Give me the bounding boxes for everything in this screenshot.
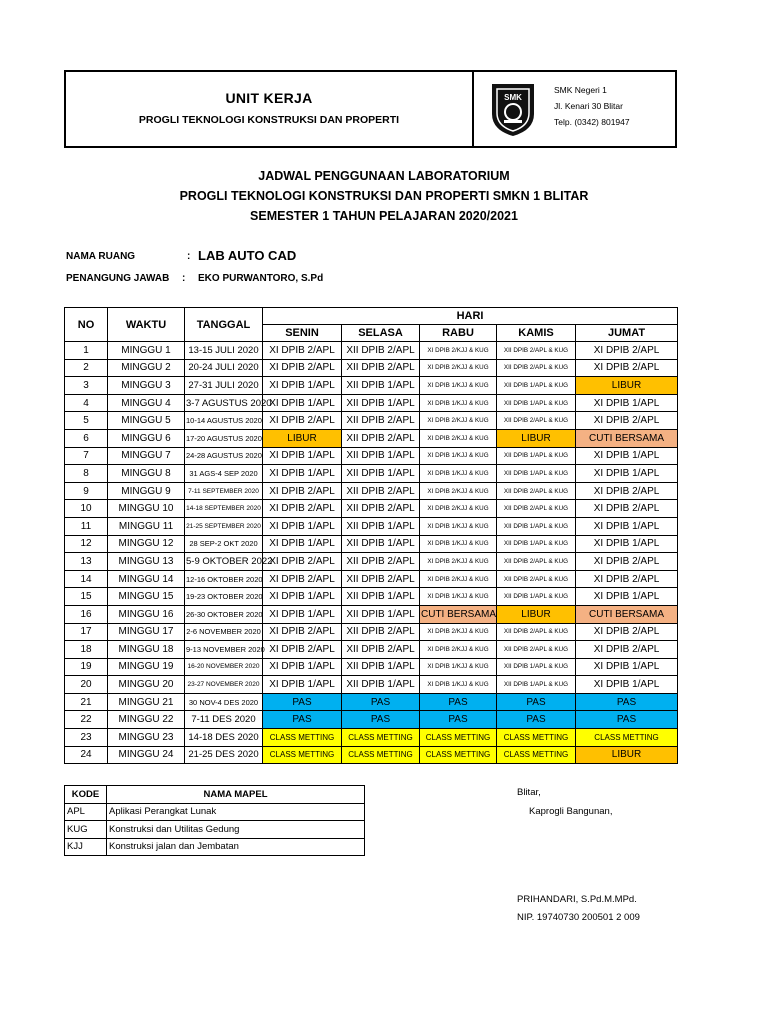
schedule-cell: XI DPIB 1/APL	[576, 676, 678, 694]
room-colon: :	[187, 251, 191, 262]
schedule-cell: XI DPIB 2/APL	[263, 623, 342, 641]
row-waktu: MINGGU 6	[108, 429, 185, 447]
schedule-cell: XI DPIB 2/APL	[576, 570, 678, 588]
row-no: 2	[65, 359, 108, 377]
schedule-cell: XI DPIB 2/KJJ & KUG	[420, 553, 497, 571]
schedule-cell: XI DPIB 2/KJJ & KUG	[420, 359, 497, 377]
schedule-cell: XI DPIB 1/APL	[576, 535, 678, 553]
schedule-cell: XI DPIB 1/KJJ & KUG	[420, 465, 497, 483]
schedule-cell: CLASS METTING	[342, 746, 420, 764]
schedule-cell: PAS	[576, 711, 678, 729]
header-box	[64, 70, 677, 148]
title-line-2: PROGLI TEKNOLOGI KONSTRUKSI DAN PROPERTI SMKN 1 BLITAR	[179, 189, 589, 203]
schedule-cell: XI DPIB 2/KJJ & KUG	[420, 570, 497, 588]
schedule-row	[65, 623, 678, 641]
row-tanggal: 3-7 AGUSTUS 2020	[185, 394, 263, 412]
row-no: 22	[65, 711, 108, 729]
row-waktu: MINGGU 9	[108, 482, 185, 500]
header-tanggal: TANGGAL	[185, 308, 263, 342]
schedule-cell: XII DPIB 1/APL & KUG	[497, 658, 576, 676]
row-waktu: MINGGU 12	[108, 535, 185, 553]
schedule-cell: XII DPIB 2/APL & KUG	[497, 500, 576, 518]
schedule-cell: XI DPIB 1/APL	[263, 377, 342, 395]
subject-legend-table	[64, 785, 365, 856]
schedule-cell: XI DPIB 1/APL	[576, 394, 678, 412]
row-tanggal: 12-16 OKTOBER 2020	[185, 570, 263, 588]
row-tanggal: 31 AGS-4 SEP 2020	[185, 465, 263, 483]
schedule-cell: XI DPIB 1/KJJ & KUG	[420, 676, 497, 694]
schedule-cell: XI DPIB 1/APL	[263, 517, 342, 535]
schedule-cell: XII DPIB 2/APL	[342, 641, 420, 659]
row-no: 10	[65, 500, 108, 518]
schedule-cell: XII DPIB 1/APL & KUG	[497, 447, 576, 465]
legend-nama: Konstruksi dan Utilitas Gedung	[107, 821, 365, 839]
schedule-cell: XII DPIB 1/APL	[342, 535, 420, 553]
school-info	[554, 82, 630, 130]
row-no: 24	[65, 746, 108, 764]
schedule-cell: XII DPIB 1/APL	[342, 377, 420, 395]
schedule-row	[65, 429, 678, 447]
schedule-cell: XII DPIB 2/APL & KUG	[497, 342, 576, 360]
schedule-cell: XI DPIB 2/APL	[576, 553, 678, 571]
row-tanggal: 2-6 NOVEMBER 2020	[185, 623, 263, 641]
row-tanggal: 23-27 NOVEMBER 2020	[185, 676, 263, 694]
schedule-cell: XI DPIB 2/APL	[263, 641, 342, 659]
row-waktu: MINGGU 10	[108, 500, 185, 518]
schedule-cell: XI DPIB 1/APL	[263, 394, 342, 412]
row-tanggal: 26-30 OKTOBER 2020	[185, 605, 263, 623]
schedule-cell: XI DPIB 2/APL	[576, 641, 678, 659]
schedule-row	[65, 693, 678, 711]
schedule-cell: XI DPIB 2/KJJ & KUG	[420, 342, 497, 360]
schedule-cell: XII DPIB 1/APL & KUG	[497, 394, 576, 412]
schedule-cell: XI DPIB 2/APL	[576, 482, 678, 500]
schedule-cell: XI DPIB 2/APL	[263, 500, 342, 518]
schedule-cell: XII DPIB 1/APL	[342, 394, 420, 412]
schedule-cell: XI DPIB 2/KJJ & KUG	[420, 412, 497, 430]
schedule-row	[65, 500, 678, 518]
schedule-cell: XI DPIB 1/KJJ & KUG	[420, 588, 497, 606]
row-no: 13	[65, 553, 108, 571]
schedule-cell: XII DPIB 2/APL	[342, 429, 420, 447]
schedule-cell: XI DPIB 2/APL	[263, 482, 342, 500]
legend-header-kode: KODE	[65, 786, 107, 804]
schedule-row	[65, 746, 678, 764]
schedule-cell: XII DPIB 2/APL & KUG	[497, 482, 576, 500]
schedule-cell: XII DPIB 1/APL	[342, 465, 420, 483]
schedule-cell: XI DPIB 2/KJJ & KUG	[420, 623, 497, 641]
row-tanggal: 7-11 SEPTEMBER 2020	[185, 482, 263, 500]
row-no: 20	[65, 676, 108, 694]
schedule-cell: XI DPIB 2/APL	[576, 342, 678, 360]
schedule-row	[65, 342, 678, 360]
schedule-cell: XI DPIB 2/APL	[576, 623, 678, 641]
schedule-cell: XII DPIB 1/APL & KUG	[497, 465, 576, 483]
schedule-cell: XI DPIB 2/APL	[263, 342, 342, 360]
row-waktu: MINGGU 8	[108, 465, 185, 483]
schedule-cell: XII DPIB 2/APL & KUG	[497, 641, 576, 659]
pic-label: PENANGUNG JAWAB	[66, 273, 170, 284]
row-no: 15	[65, 588, 108, 606]
schedule-cell: CUTI BERSAMA	[420, 605, 497, 623]
row-waktu: MINGGU 3	[108, 377, 185, 395]
legend-kode: KUG	[65, 821, 107, 839]
schedule-cell: XI DPIB 2/APL	[263, 359, 342, 377]
row-waktu: MINGGU 18	[108, 641, 185, 659]
schedule-cell: XI DPIB 2/KJJ & KUG	[420, 500, 497, 518]
header-day: JUMAT	[576, 325, 678, 342]
row-tanggal: 7-11 DES 2020	[185, 711, 263, 729]
row-no: 17	[65, 623, 108, 641]
schedule-row	[65, 377, 678, 395]
schedule-cell: XI DPIB 1/KJJ & KUG	[420, 535, 497, 553]
row-waktu: MINGGU 14	[108, 570, 185, 588]
legend-header-mapel: NAMA MAPEL	[107, 786, 365, 804]
schedule-cell: XI DPIB 1/APL	[576, 447, 678, 465]
header-hari: HARI	[263, 308, 678, 325]
schedule-cell: XII DPIB 2/APL	[342, 570, 420, 588]
schedule-cell: XII DPIB 1/APL	[342, 517, 420, 535]
schedule-cell: XI DPIB 1/APL	[576, 588, 678, 606]
unit-title: UNIT KERJA	[225, 90, 313, 106]
schedule-cell: XI DPIB 2/KJJ & KUG	[420, 429, 497, 447]
schedule-cell: PAS	[263, 711, 342, 729]
schedule-cell: XI DPIB 1/KJJ & KUG	[420, 377, 497, 395]
schedule-cell: XI DPIB 2/APL	[576, 412, 678, 430]
schedule-cell: XI DPIB 1/APL	[263, 676, 342, 694]
schedule-cell: CLASS METTING	[576, 729, 678, 747]
signature-role: Kaprogli Bangunan,	[529, 806, 613, 817]
schedule-cell: XII DPIB 2/APL	[342, 500, 420, 518]
schedule-cell: CUTI BERSAMA	[576, 605, 678, 623]
schedule-cell: XI DPIB 2/APL	[576, 500, 678, 518]
schedule-cell: XII DPIB 2/APL	[342, 482, 420, 500]
schedule-cell: XII DPIB 2/APL	[342, 342, 420, 360]
schedule-row	[65, 605, 678, 623]
schedule-cell: XI DPIB 2/APL	[263, 570, 342, 588]
legend-row	[65, 821, 365, 839]
row-waktu: MINGGU 2	[108, 359, 185, 377]
schedule-cell: LIBUR	[576, 377, 678, 395]
signature-nip: NIP. 19740730 200501 2 009	[517, 912, 640, 923]
row-tanggal: 27-31 JULI 2020	[185, 377, 263, 395]
schedule-cell: XII DPIB 1/APL & KUG	[497, 588, 576, 606]
row-no: 11	[65, 517, 108, 535]
row-tanggal: 14-18 SEPTEMBER 2020	[185, 500, 263, 518]
row-tanggal: 19-23 OKTOBER 2020	[185, 588, 263, 606]
legend-nama: Aplikasi Perangkat Lunak	[107, 803, 365, 821]
schedule-cell: LIBUR	[497, 605, 576, 623]
row-waktu: MINGGU 13	[108, 553, 185, 571]
row-no: 9	[65, 482, 108, 500]
row-no: 5	[65, 412, 108, 430]
row-waktu: MINGGU 24	[108, 746, 185, 764]
schedule-cell: XI DPIB 2/APL	[576, 359, 678, 377]
row-tanggal: 24-28 AGUSTUS 2020	[185, 447, 263, 465]
legend-kode: KJJ	[65, 838, 107, 856]
schedule-cell: CLASS METTING	[263, 729, 342, 747]
schedule-cell: XII DPIB 2/APL	[342, 553, 420, 571]
header-left	[66, 72, 474, 146]
row-no: 19	[65, 658, 108, 676]
schedule-row	[65, 570, 678, 588]
schedule-cell: XI DPIB 1/APL	[263, 605, 342, 623]
header-day: KAMIS	[497, 325, 576, 342]
schedule-cell: XII DPIB 2/APL & KUG	[497, 359, 576, 377]
schedule-cell: CLASS METTING	[497, 746, 576, 764]
row-tanggal: 16-20 NOVEMBER 2020	[185, 658, 263, 676]
legend-row	[65, 838, 365, 856]
legend-row	[65, 803, 365, 821]
room-value: LAB AUTO CAD	[198, 248, 297, 263]
schedule-body	[65, 342, 678, 764]
schedule-row	[65, 412, 678, 430]
row-no: 8	[65, 465, 108, 483]
schedule-cell: XI DPIB 1/APL	[576, 465, 678, 483]
row-waktu: MINGGU 5	[108, 412, 185, 430]
signature-name: PRIHANDARI, S.Pd.M.MPd.	[517, 894, 637, 905]
schedule-row	[65, 482, 678, 500]
schedule-cell: PAS	[497, 711, 576, 729]
row-no: 12	[65, 535, 108, 553]
unit-subtitle: PROGLI TEKNOLOGI KONSTRUKSI DAN PROPERTI	[138, 114, 400, 126]
school-name: SMK Negeri 1	[554, 85, 607, 95]
row-no: 7	[65, 447, 108, 465]
row-waktu: MINGGU 20	[108, 676, 185, 694]
schedule-cell: XII DPIB 1/APL & KUG	[497, 377, 576, 395]
row-waktu: MINGGU 21	[108, 693, 185, 711]
row-no: 4	[65, 394, 108, 412]
row-tanggal: 13-15 JULI 2020	[185, 342, 263, 360]
schedule-row	[65, 676, 678, 694]
schedule-cell: XI DPIB 1/APL	[263, 447, 342, 465]
row-waktu: MINGGU 16	[108, 605, 185, 623]
schedule-cell: CLASS METTING	[263, 746, 342, 764]
row-waktu: MINGGU 15	[108, 588, 185, 606]
room-label: NAMA RUANG	[66, 251, 136, 262]
row-tanggal: 21-25 DES 2020	[185, 746, 263, 764]
title-line-1: JADWAL PENGGUNAAN LABORATORIUM	[258, 169, 510, 183]
schedule-cell: XI DPIB 2/KJJ & KUG	[420, 641, 497, 659]
schedule-cell: PAS	[342, 711, 420, 729]
schedule-row	[65, 711, 678, 729]
schedule-cell: XII DPIB 1/APL	[342, 658, 420, 676]
logo-text: SMK	[504, 93, 522, 102]
schedule-cell: CLASS METTING	[497, 729, 576, 747]
schedule-cell: XI DPIB 2/APL	[263, 412, 342, 430]
row-waktu: MINGGU 23	[108, 729, 185, 747]
row-waktu: MINGGU 19	[108, 658, 185, 676]
schedule-row	[65, 729, 678, 747]
row-no: 3	[65, 377, 108, 395]
row-no: 23	[65, 729, 108, 747]
row-tanggal: 14-18 DES 2020	[185, 729, 263, 747]
schedule-cell: XI DPIB 2/APL	[263, 553, 342, 571]
row-no: 1	[65, 342, 108, 360]
schedule-cell: LIBUR	[497, 429, 576, 447]
schedule-cell: XII DPIB 2/APL & KUG	[497, 553, 576, 571]
schedule-cell: CUTI BERSAMA	[576, 429, 678, 447]
row-tanggal: 20-24 JULI 2020	[185, 359, 263, 377]
schedule-cell: XI DPIB 1/KJJ & KUG	[420, 517, 497, 535]
header-day: RABU	[420, 325, 497, 342]
schedule-row	[65, 394, 678, 412]
schedule-cell: PAS	[576, 693, 678, 711]
schedule-cell: PAS	[497, 693, 576, 711]
schedule-row	[65, 535, 678, 553]
schedule-cell: XII DPIB 1/APL	[342, 605, 420, 623]
schedule-cell: CLASS METTING	[342, 729, 420, 747]
school-address: Jl. Kenari 30 Blitar	[554, 101, 623, 111]
schedule-cell: XI DPIB 1/APL	[263, 588, 342, 606]
schedule-cell: XII DPIB 1/APL	[342, 588, 420, 606]
schedule-cell: XII DPIB 2/APL	[342, 359, 420, 377]
schedule-row	[65, 447, 678, 465]
schedule-row	[65, 553, 678, 571]
header-day: SENIN	[263, 325, 342, 342]
schedule-cell: XII DPIB 2/APL & KUG	[497, 623, 576, 641]
schedule-cell: LIBUR	[576, 746, 678, 764]
row-waktu: MINGGU 4	[108, 394, 185, 412]
schedule-cell: XI DPIB 1/APL	[263, 658, 342, 676]
schedule-cell: XII DPIB 2/APL & KUG	[497, 412, 576, 430]
row-tanggal: 30 NOV-4 DES 2020	[185, 693, 263, 711]
schedule-cell: XII DPIB 1/APL	[342, 447, 420, 465]
row-no: 18	[65, 641, 108, 659]
schedule-cell: PAS	[263, 693, 342, 711]
header-waktu: WAKTU	[108, 308, 185, 342]
schedule-row	[65, 465, 678, 483]
signature-place: Blitar,	[517, 787, 541, 798]
schedule-cell: XI DPIB 1/KJJ & KUG	[420, 447, 497, 465]
schedule-cell: XII DPIB 1/APL & KUG	[497, 517, 576, 535]
row-tanggal: 17-20 AGUSTUS 2020	[185, 429, 263, 447]
schedule-cell: XI DPIB 1/APL	[576, 658, 678, 676]
pic-colon: :	[182, 273, 186, 284]
schedule-cell: XI DPIB 1/APL	[263, 465, 342, 483]
schedule-cell: XII DPIB 2/APL	[342, 412, 420, 430]
row-waktu: MINGGU 1	[108, 342, 185, 360]
schedule-row	[65, 517, 678, 535]
row-tanggal: 5-9 OKTOBER 2022	[185, 553, 263, 571]
row-waktu: MINGGU 17	[108, 623, 185, 641]
schedule-cell: XII DPIB 1/APL & KUG	[497, 535, 576, 553]
schedule-cell: XII DPIB 2/APL & KUG	[497, 570, 576, 588]
schedule-cell: XII DPIB 2/APL	[342, 623, 420, 641]
schedule-cell: CLASS METTING	[420, 729, 497, 747]
schedule-cell: PAS	[420, 693, 497, 711]
schedule-cell: XI DPIB 1/APL	[263, 535, 342, 553]
row-tanggal: 21-25 SEPTEMBER 2020	[185, 517, 263, 535]
schedule-cell: XI DPIB 2/KJJ & KUG	[420, 482, 497, 500]
pic-value: EKO PURWANTORO, S.Pd	[198, 273, 324, 284]
row-no: 16	[65, 605, 108, 623]
school-logo-icon	[488, 80, 538, 138]
legend-kode: APL	[65, 803, 107, 821]
schedule-cell: CLASS METTING	[420, 746, 497, 764]
title-line-3: SEMESTER 1 TAHUN PELAJARAN 2020/2021	[250, 209, 518, 223]
row-tanggal: 28 SEP-2 OKT 2020	[185, 535, 263, 553]
schedule-cell: XII DPIB 1/APL	[342, 676, 420, 694]
schedule-cell: XI DPIB 1/APL	[576, 517, 678, 535]
schedule-row	[65, 641, 678, 659]
row-waktu: MINGGU 11	[108, 517, 185, 535]
row-tanggal: 9-13 NOVEMBER 2020	[185, 641, 263, 659]
header-day: SELASA	[342, 325, 420, 342]
row-tanggal: 10-14 AGUSTUS 2020	[185, 412, 263, 430]
legend-nama: Konstruksi jalan dan Jembatan	[107, 838, 365, 856]
schedule-row	[65, 588, 678, 606]
row-no: 6	[65, 429, 108, 447]
schedule-table	[64, 307, 678, 764]
schedule-cell: XI DPIB 1/KJJ & KUG	[420, 658, 497, 676]
schedule-cell: XI DPIB 1/KJJ & KUG	[420, 394, 497, 412]
school-phone: Telp. (0342) 801947	[554, 117, 630, 127]
schedule-cell: LIBUR	[263, 429, 342, 447]
row-no: 21	[65, 693, 108, 711]
schedule-cell: XII DPIB 1/APL & KUG	[497, 676, 576, 694]
schedule-row	[65, 658, 678, 676]
header-no: NO	[65, 308, 108, 342]
schedule-cell: PAS	[342, 693, 420, 711]
schedule-cell: PAS	[420, 711, 497, 729]
row-waktu: MINGGU 7	[108, 447, 185, 465]
row-no: 14	[65, 570, 108, 588]
schedule-row	[65, 359, 678, 377]
document-titles	[0, 166, 768, 226]
row-waktu: MINGGU 22	[108, 711, 185, 729]
